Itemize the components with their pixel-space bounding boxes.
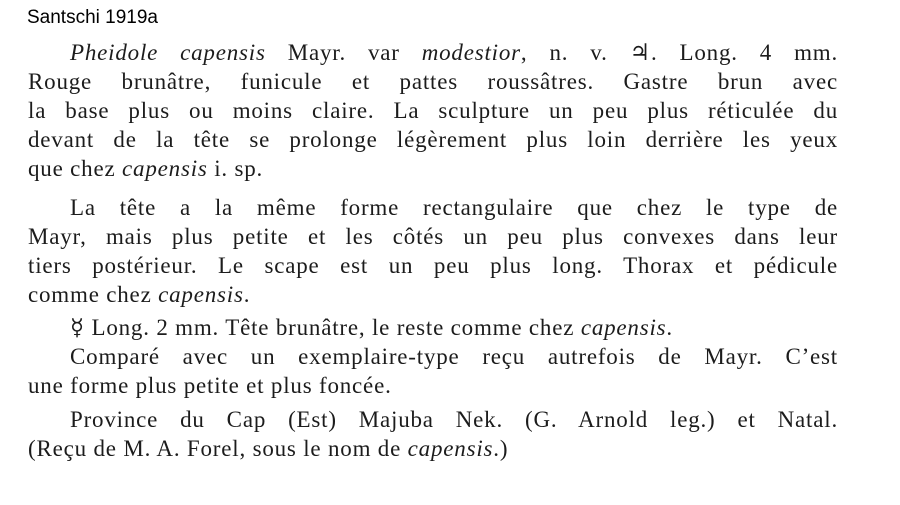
text-line bbox=[28, 38, 838, 67]
text-line bbox=[28, 280, 838, 309]
text-line bbox=[28, 371, 838, 400]
species-name: capensis bbox=[158, 282, 244, 307]
text-segment: Rouge brunâtre, funicule et pattes roussâtres. Gastre brun avec bbox=[28, 69, 838, 94]
text-segment: Comparé avec un exemplaire-type reçu autrefois de Mayr. C’est bbox=[70, 344, 838, 369]
text-line bbox=[28, 434, 838, 463]
text-segment: Province du Cap (Est) Majuba Nek. (G. Arnold leg.) et Natal. bbox=[70, 407, 838, 432]
paragraph-head-description bbox=[28, 193, 838, 309]
species-name: capensis bbox=[407, 436, 494, 461]
taxon-name: Pheidole capensis bbox=[70, 40, 266, 65]
text-line bbox=[28, 405, 838, 434]
citation-header: Santschi 1919a bbox=[27, 7, 158, 28]
text-segment: ☿ Long. 2 mm. Tête brunâtre, le reste comme chez bbox=[70, 315, 581, 340]
text-segment: .) bbox=[493, 436, 509, 461]
text-line bbox=[28, 193, 838, 222]
text-line bbox=[28, 96, 838, 125]
text-segment: . bbox=[666, 315, 673, 340]
text-segment: (Reçu de M. A. Forel, sous le nom de bbox=[28, 436, 408, 461]
text-segment: devant de la tête se prolonge légèrement plus loin derrière les yeux bbox=[28, 127, 838, 152]
text-segment: , n. v. ♃. Long. 4 mm. bbox=[520, 40, 838, 65]
text-line bbox=[28, 67, 838, 96]
text-line bbox=[28, 222, 838, 251]
text-segment: la base plus ou moins claire. La sculpture un peu plus réticulée du bbox=[28, 98, 838, 123]
paragraph-comparison bbox=[28, 342, 838, 400]
text-line bbox=[28, 342, 838, 371]
species-name: capensis bbox=[580, 315, 667, 340]
text-segment: une forme plus petite et plus foncée. bbox=[28, 373, 392, 398]
species-name: capensis bbox=[122, 156, 208, 181]
text-line bbox=[28, 313, 838, 342]
paragraph-soldier-description bbox=[28, 38, 838, 183]
paragraph-locality bbox=[28, 405, 838, 463]
text-line bbox=[28, 125, 838, 154]
text-segment: La tête a la même forme rectangulaire que chez le type de bbox=[70, 195, 838, 220]
text-segment: comme chez bbox=[28, 282, 159, 307]
text-segment: que chez bbox=[28, 156, 123, 181]
text-line bbox=[28, 154, 838, 183]
text-segment: tiers postérieur. Le scape est un peu plus long. Thorax et pédicule bbox=[28, 253, 838, 278]
variety-name: modestior bbox=[421, 40, 521, 65]
text-segment: i. sp. bbox=[207, 156, 264, 181]
paragraph-worker-description bbox=[28, 313, 838, 342]
text-segment: . bbox=[243, 282, 251, 307]
text-segment: Mayr, mais plus petite et les côtés un peu plus convexes dans leur bbox=[28, 224, 838, 249]
text-segment: Mayr. var bbox=[265, 40, 422, 65]
text-line bbox=[28, 251, 838, 280]
